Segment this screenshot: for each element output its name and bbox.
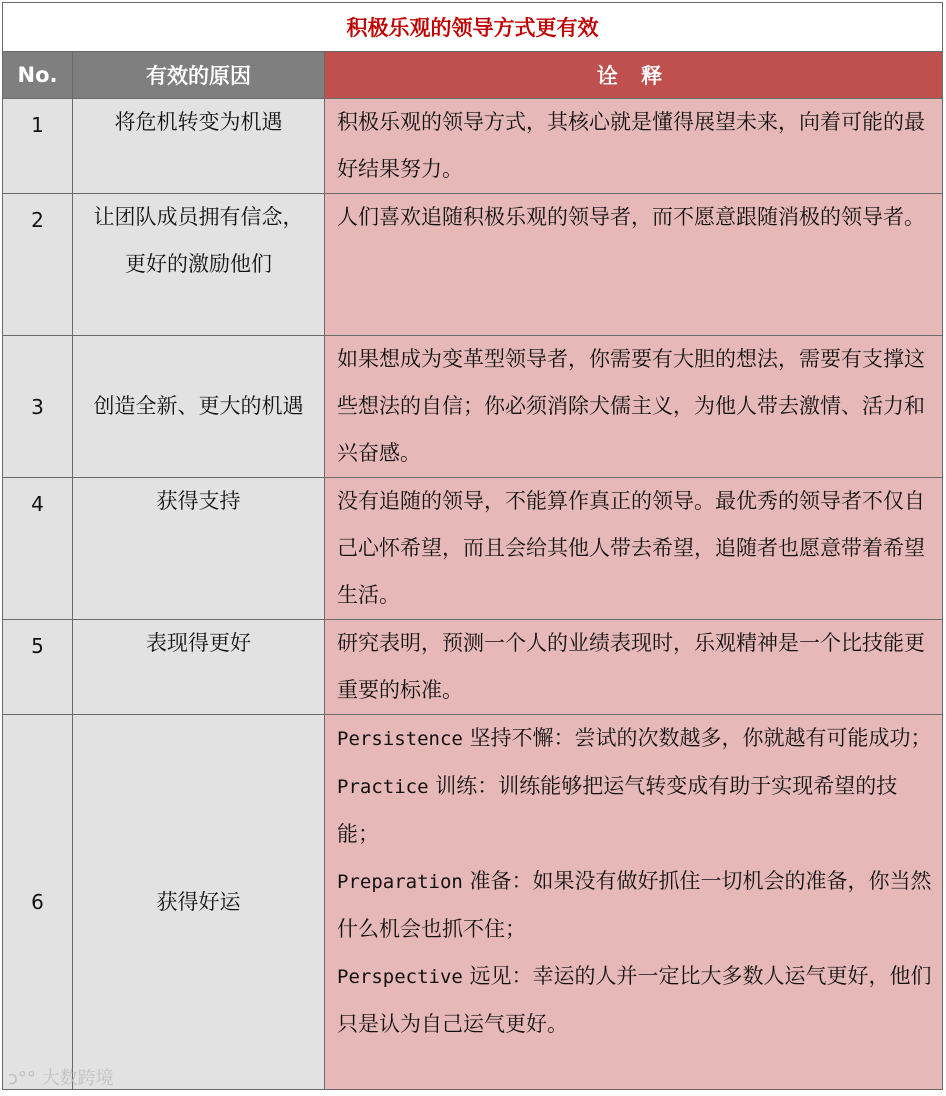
- item-term: Persistence: [337, 728, 463, 750]
- item-term: Practice: [337, 776, 429, 798]
- explanation-item: [337, 763, 932, 858]
- row-number: 5: [3, 620, 73, 715]
- watermark: [8, 1064, 114, 1090]
- reason-text: 让团队成员拥有信念，: [93, 205, 304, 229]
- explanation-item: [337, 953, 932, 1048]
- table-title: 积极乐观的领导方式更有效: [3, 3, 943, 52]
- table-row: [3, 336, 943, 478]
- row-reason: [73, 99, 325, 194]
- reason-text: 表现得更好: [146, 631, 251, 655]
- header-reason: 有效的原因: [73, 52, 325, 99]
- table-row: [3, 99, 943, 194]
- header-no: No.: [3, 52, 73, 99]
- row-reason: [73, 478, 325, 620]
- row-number: 6: [3, 715, 73, 1090]
- table-row: [3, 478, 943, 620]
- reason-text: 更好的激励他们: [125, 252, 272, 276]
- row-reason: [73, 620, 325, 715]
- row-reason: [73, 715, 325, 1090]
- row-explanation: [325, 715, 943, 1090]
- watermark-logo-icon: ↄ°°: [8, 1068, 36, 1089]
- row-explanation: 研究表明，预测一个人的业绩表现时，乐观精神是一个比技能更重要的标准。: [325, 620, 943, 715]
- leadership-table: [2, 2, 943, 1090]
- explanation-item: [337, 715, 932, 763]
- row-number: 2: [3, 194, 73, 336]
- table-row: [3, 620, 943, 715]
- row-reason: [73, 336, 325, 478]
- item-text: 远见：幸运的人并一定比大多数人运气更好，他们只是认为自己运气更好。: [337, 964, 932, 1036]
- row-explanation: 没有追随的领导，不能算作真正的领导。最优秀的领导者不仅自己心怀希望，而且会给其他人带去希望，追随者也愿意带着希望生活。: [325, 478, 943, 620]
- row-number: 1: [3, 99, 73, 194]
- item-text: 准备：如果没有做好抓住一切机会的准备，你当然什么机会也抓不住；: [337, 869, 932, 941]
- row-explanation: 积极乐观的领导方式，其核心就是懂得展望未来，向着可能的最好结果努力。: [325, 99, 943, 194]
- row-explanation: 人们喜欢追随积极乐观的领导者，而不愿意跟随消极的领导者。: [325, 194, 943, 336]
- item-text: 坚持不懈：尝试的次数越多，你就越有可能成功；: [469, 726, 932, 750]
- header-row: [3, 52, 943, 99]
- row-explanation: 如果想成为变革型领导者，你需要有大胆的想法，需要有支撑这些想法的自信；你必须消除犬儒主义，为他人带去激情、活力和兴奋感。: [325, 336, 943, 478]
- explanation-item: [337, 858, 932, 953]
- header-explanation: 诠 释: [325, 52, 943, 99]
- row-reason: [73, 194, 325, 336]
- item-text: 训练：训练能够把运气转变成有助于实现希望的技能；: [337, 774, 898, 846]
- table-row: [3, 715, 943, 1090]
- reason-text: 创造全新、更大的机遇: [93, 394, 304, 418]
- reason-text: 获得好运: [156, 889, 241, 914]
- watermark-text: 大数跨境: [41, 1068, 114, 1089]
- reason-text: 将危机转变为机遇: [114, 110, 283, 134]
- row-number: 3: [3, 336, 73, 478]
- item-term: Perspective: [337, 966, 463, 988]
- title-row: [3, 3, 943, 52]
- reason-text: 获得支持: [156, 489, 241, 513]
- row-number: 4: [3, 478, 73, 620]
- item-term: Preparation: [337, 871, 463, 893]
- table-row: [3, 194, 943, 336]
